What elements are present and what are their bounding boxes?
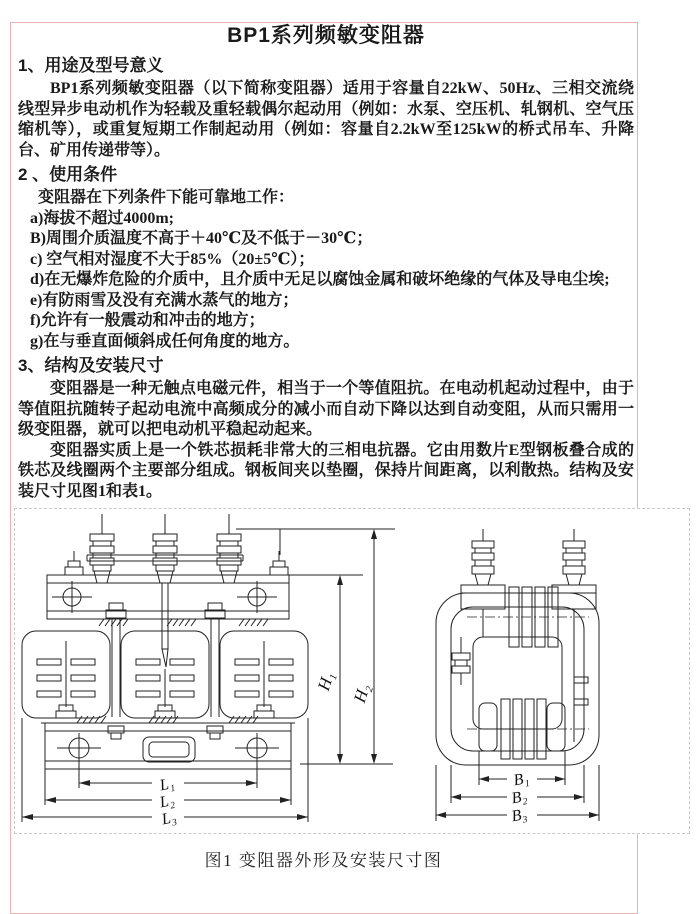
dim-label-b1: B₁ <box>512 769 531 790</box>
document-body <box>18 24 634 502</box>
section-1-paragraph: BP1系列频敏变阻器（以下简称变阻器）适用于容量自22kW、50Hz、三相交流绕线型异步电动机作为轻载及重轻载偶尔起动用（例如：水泵、空压机、轧钢机、空气压缩机等），或重复短期工作制起动用（例如：容量自2.2kW至125kW的桥式吊车、升降台、矿用传递带等）。 <box>18 80 634 159</box>
side-view-drawing <box>421 527 686 827</box>
lamination-stacks <box>467 587 589 759</box>
core-frame <box>436 593 599 765</box>
dim-label-b2: B₂ <box>510 787 529 808</box>
height-dimensions <box>236 529 395 764</box>
dim-label-b3: B₃ <box>510 805 529 826</box>
dim-label-l1: L₁ <box>158 774 176 795</box>
section-1-heading: 1、用途及型号意义 <box>18 56 164 75</box>
condition-item-g: g)在与垂直面倾斜成任何角度的地方。 <box>30 332 300 350</box>
side-terminal-posts <box>461 529 596 742</box>
condition-item-c: c) 空气相对湿度不大于85%（20±5℃）； <box>30 250 315 268</box>
section-2-heading: 2 、使用条件 <box>18 165 118 184</box>
coil-blocks <box>22 631 308 718</box>
figure-1 <box>14 508 690 834</box>
section-3-paragraph-2: 变阻器实质上是一个铁芯损耗非常大的三相电抗器。它由用数片E型钢板叠合成的铁芯及线圈两个主要部分组成。钢板间夹以垫圈，保持片间距离，以利散热。结构及安装尺寸见图1和表1。 <box>18 441 634 500</box>
side-bolt <box>452 637 470 685</box>
section-3-heading: 3、结构及安装尺寸 <box>18 356 164 375</box>
condition-item-e: e)有防雨雪及没有充满水蒸气的地方； <box>30 291 299 309</box>
front-view-drawing <box>17 511 417 829</box>
dim-label-l2: L₂ <box>158 791 176 812</box>
condition-item-d: d)在无爆炸危险的介质中，且介质中无足以腐蚀金属和破坏绝缘的气体及导电尘埃; <box>30 271 610 288</box>
figure-caption: 图1 变阻器外形及安装尺寸图 <box>204 851 443 870</box>
width-dimensions <box>436 751 599 825</box>
terminal-posts <box>90 514 241 583</box>
length-dimensions <box>22 718 308 829</box>
condition-item-a: a)海拔不超过4000m; <box>30 209 174 227</box>
dim-label-h2: H₂ <box>349 681 374 705</box>
section-3-paragraph-1: 变阻器是一种无触点电磁元件，相当于一个等值阻抗。在电动机起动过程中，由于等值阻抗随转子起动电流中高频成分的减小而自动下降以达到自动变阻，从而只需用一级变阻器，就可以把电动机平稳起动起来。 <box>18 380 634 438</box>
dim-label-h1: H₁ <box>313 669 338 693</box>
condition-item-f: f)允许有一般震动和冲击的地方； <box>30 312 265 329</box>
condition-item-b: B)周围介质温度不高于＋40℃及不低于－30℃； <box>30 230 373 247</box>
document-title: BP1系列频敏变阻器 <box>227 24 425 47</box>
dim-label-l3: L₃ <box>160 808 178 829</box>
conditions-intro: 变阻器在下列条件下能可靠地工作： <box>38 189 295 206</box>
